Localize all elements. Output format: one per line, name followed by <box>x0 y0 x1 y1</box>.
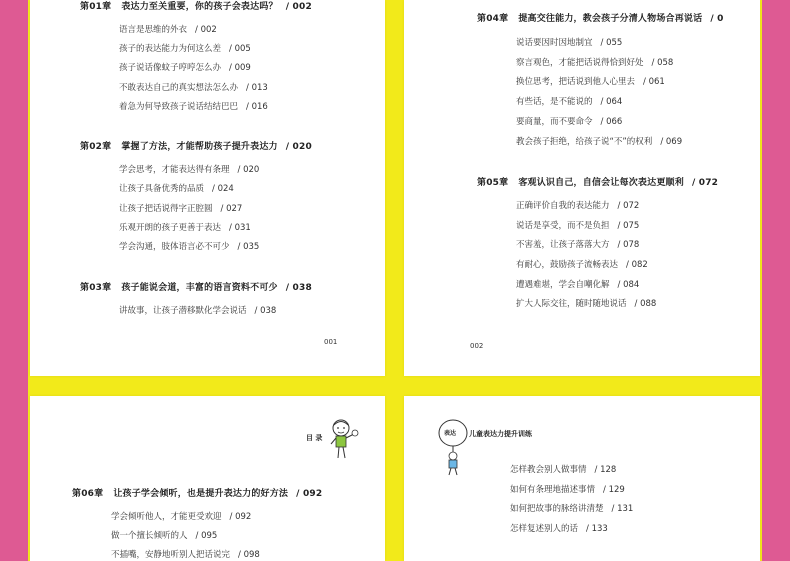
chapter-title: 掌握了方法，才能帮助孩子提升表达力 <box>121 142 278 152</box>
item-page: / 027 <box>220 204 243 214</box>
item-page: / 055 <box>600 38 623 48</box>
item-text: 有些话，是不能说的 <box>516 97 593 107</box>
toc-item[interactable] <box>119 221 251 233</box>
toc-page-3 <box>30 396 385 561</box>
chapter-page: / 072 <box>691 178 719 188</box>
toc-item[interactable] <box>510 522 608 534</box>
toc-item[interactable] <box>111 529 217 541</box>
item-page: / 064 <box>600 97 623 107</box>
toc-item[interactable] <box>119 100 268 112</box>
toc-item[interactable] <box>119 163 259 175</box>
toc-item[interactable] <box>516 238 639 250</box>
cartoon-boy-icon <box>327 418 359 462</box>
chapter-title: 客观认识自己，自信会让每次表达更顺利 <box>518 178 684 188</box>
chapter-page: / 092 <box>296 489 323 499</box>
chapter-title: 提高交往能力，教会孩子分清人物场合再说话 <box>518 14 703 24</box>
toc-item[interactable] <box>119 304 276 316</box>
item-text: 正确评价自我的表达能力 <box>516 201 610 211</box>
item-page: / 016 <box>246 102 268 112</box>
toc-item[interactable] <box>516 135 682 147</box>
toc-item[interactable] <box>111 510 251 522</box>
item-page: / 078 <box>617 240 640 250</box>
item-text: 学会沟通，肢体语言必不可少 <box>119 242 230 252</box>
item-page: / 061 <box>643 77 665 87</box>
toc-item[interactable] <box>516 115 622 127</box>
item-page: / 005 <box>229 44 251 54</box>
chapter-page: / 038 <box>285 283 312 293</box>
item-page: / 035 <box>237 242 260 252</box>
item-text: 换位思考，把话说到他人心里去 <box>516 77 636 87</box>
cartoon-kid-with-sign-icon <box>437 418 469 476</box>
chapter-number: 第05章 <box>477 178 509 188</box>
chapter-number: 第02章 <box>80 142 112 152</box>
toc-item[interactable] <box>510 483 625 495</box>
item-page: / 020 <box>237 165 260 175</box>
toc-item[interactable] <box>119 42 251 54</box>
section-header: 儿童表达力提升训练 <box>469 430 532 438</box>
item-page: / 013 <box>246 83 268 93</box>
item-text: 教会孩子拒绝，给孩子说“不”的权利 <box>516 137 653 147</box>
item-text: 如何有条理地描述事情 <box>510 485 596 495</box>
toc-item[interactable] <box>111 548 260 560</box>
item-text: 不害羞，让孩子落落大方 <box>516 240 610 250</box>
toc-item[interactable] <box>119 81 268 93</box>
sign-badge: 表达 <box>444 430 457 437</box>
item-page: / 066 <box>600 117 623 127</box>
item-text: 学会倾听他人，才能更受欢迎 <box>111 512 222 522</box>
item-page: / 002 <box>195 25 217 35</box>
item-text: 不敢表达自己的真实想法怎么办 <box>119 83 239 93</box>
chapter-number: 第04章 <box>477 14 509 24</box>
item-page: / 075 <box>617 221 640 231</box>
item-text: 要商量，而不要命令 <box>516 117 593 127</box>
item-page: / 133 <box>586 524 608 534</box>
toc-item[interactable] <box>516 56 673 68</box>
toc-item[interactable] <box>119 23 217 35</box>
toc-item[interactable] <box>119 61 251 73</box>
page-number: 002 <box>470 342 484 350</box>
toc-item[interactable] <box>119 202 242 214</box>
chapter-number: 第03章 <box>80 283 112 293</box>
item-text: 扩大人际交往，随时随地说话 <box>516 299 627 309</box>
chapter-title: 让孩子学会倾听，也是提升表达力的好方法 <box>113 489 289 499</box>
chapter-title: 孩子能说会道，丰富的语言资料不可少 <box>121 283 278 293</box>
toc-item[interactable] <box>516 75 665 87</box>
chapter-page: / 0 <box>710 14 724 24</box>
toc-page-4 <box>404 396 760 561</box>
item-text: 如何把故事的脉络讲清楚 <box>510 504 604 514</box>
item-page: / 128 <box>594 465 617 475</box>
item-page: / 069 <box>660 137 683 147</box>
chapter-heading <box>477 11 724 24</box>
toc-page-1 <box>30 0 385 376</box>
page-number: 001 <box>324 338 338 346</box>
item-text: 语言是思维的外衣 <box>119 25 188 35</box>
item-page: / 098 <box>238 550 260 560</box>
toc-item[interactable] <box>516 95 622 107</box>
item-text: 遭遇难堪，学会自嘲化解 <box>516 280 610 290</box>
chapter-heading <box>80 0 312 12</box>
item-page: / 131 <box>611 504 634 514</box>
chapter-heading <box>80 280 312 293</box>
item-page: / 038 <box>254 306 277 316</box>
item-text: 让孩子具备优秀的品质 <box>119 184 205 194</box>
item-text: 有耐心，鼓励孩子流畅表达 <box>516 260 619 270</box>
item-text: 说话要因时因地制宜 <box>516 38 593 48</box>
item-page: / 088 <box>634 299 657 309</box>
item-page: / 058 <box>651 58 674 68</box>
chapter-title: 表达力至关重要，你的孩子会表达吗？ <box>121 2 278 12</box>
item-text: 让孩子把话说得字正腔圆 <box>119 204 213 214</box>
toc-item[interactable] <box>516 278 639 290</box>
toc-page-2 <box>404 0 760 376</box>
item-page: / 024 <box>212 184 234 194</box>
chapter-number: 第06章 <box>72 489 104 499</box>
item-page: / 092 <box>229 512 252 522</box>
item-text: 怎样教会别人做事情 <box>510 465 587 475</box>
item-text: 孩子的表达能力为何这么差 <box>119 44 222 54</box>
item-page: / 095 <box>195 531 218 541</box>
item-text: 察言观色，才能把话说得恰到好处 <box>516 58 644 68</box>
toc-item[interactable] <box>516 258 648 270</box>
item-page: / 009 <box>229 63 251 73</box>
toc-header: 目 录 <box>306 434 323 442</box>
item-text: 讲故事，让孩子潜移默化学会说话 <box>119 306 247 316</box>
item-page: / 129 <box>603 485 625 495</box>
chapter-page: / 002 <box>285 2 312 12</box>
toc-item[interactable] <box>516 297 656 309</box>
chapter-heading <box>477 175 718 188</box>
item-page: / 084 <box>617 280 640 290</box>
chapter-number: 第01章 <box>80 2 112 12</box>
toc-item[interactable] <box>510 502 633 514</box>
item-page: / 082 <box>626 260 648 270</box>
chapter-heading <box>72 486 322 499</box>
toc-item[interactable] <box>119 240 259 252</box>
item-text: 做一个擅长倾听的人 <box>111 531 188 541</box>
item-text: 学会思考，才能表达得有条理 <box>119 165 230 175</box>
item-text: 怎样复述别人的话 <box>510 524 579 534</box>
item-text: 不插嘴，安静地听别人把话说完 <box>111 550 231 560</box>
chapter-page: / 020 <box>285 142 312 152</box>
item-page: / 031 <box>229 223 251 233</box>
toc-item[interactable] <box>510 463 616 475</box>
chapter-heading <box>80 139 312 152</box>
item-text: 孩子说话像蚊子哼哼怎么办 <box>119 63 222 73</box>
item-text: 着急为何导致孩子说话结结巴巴 <box>119 102 239 112</box>
toc-item[interactable] <box>516 199 639 211</box>
toc-item[interactable] <box>119 182 234 194</box>
item-page: / 072 <box>617 201 640 211</box>
toc-item[interactable] <box>516 219 639 231</box>
item-text: 乐观开朗的孩子更善于表达 <box>119 223 222 233</box>
toc-item[interactable] <box>516 36 622 48</box>
item-text: 说话是享受，而不是负担 <box>516 221 610 231</box>
